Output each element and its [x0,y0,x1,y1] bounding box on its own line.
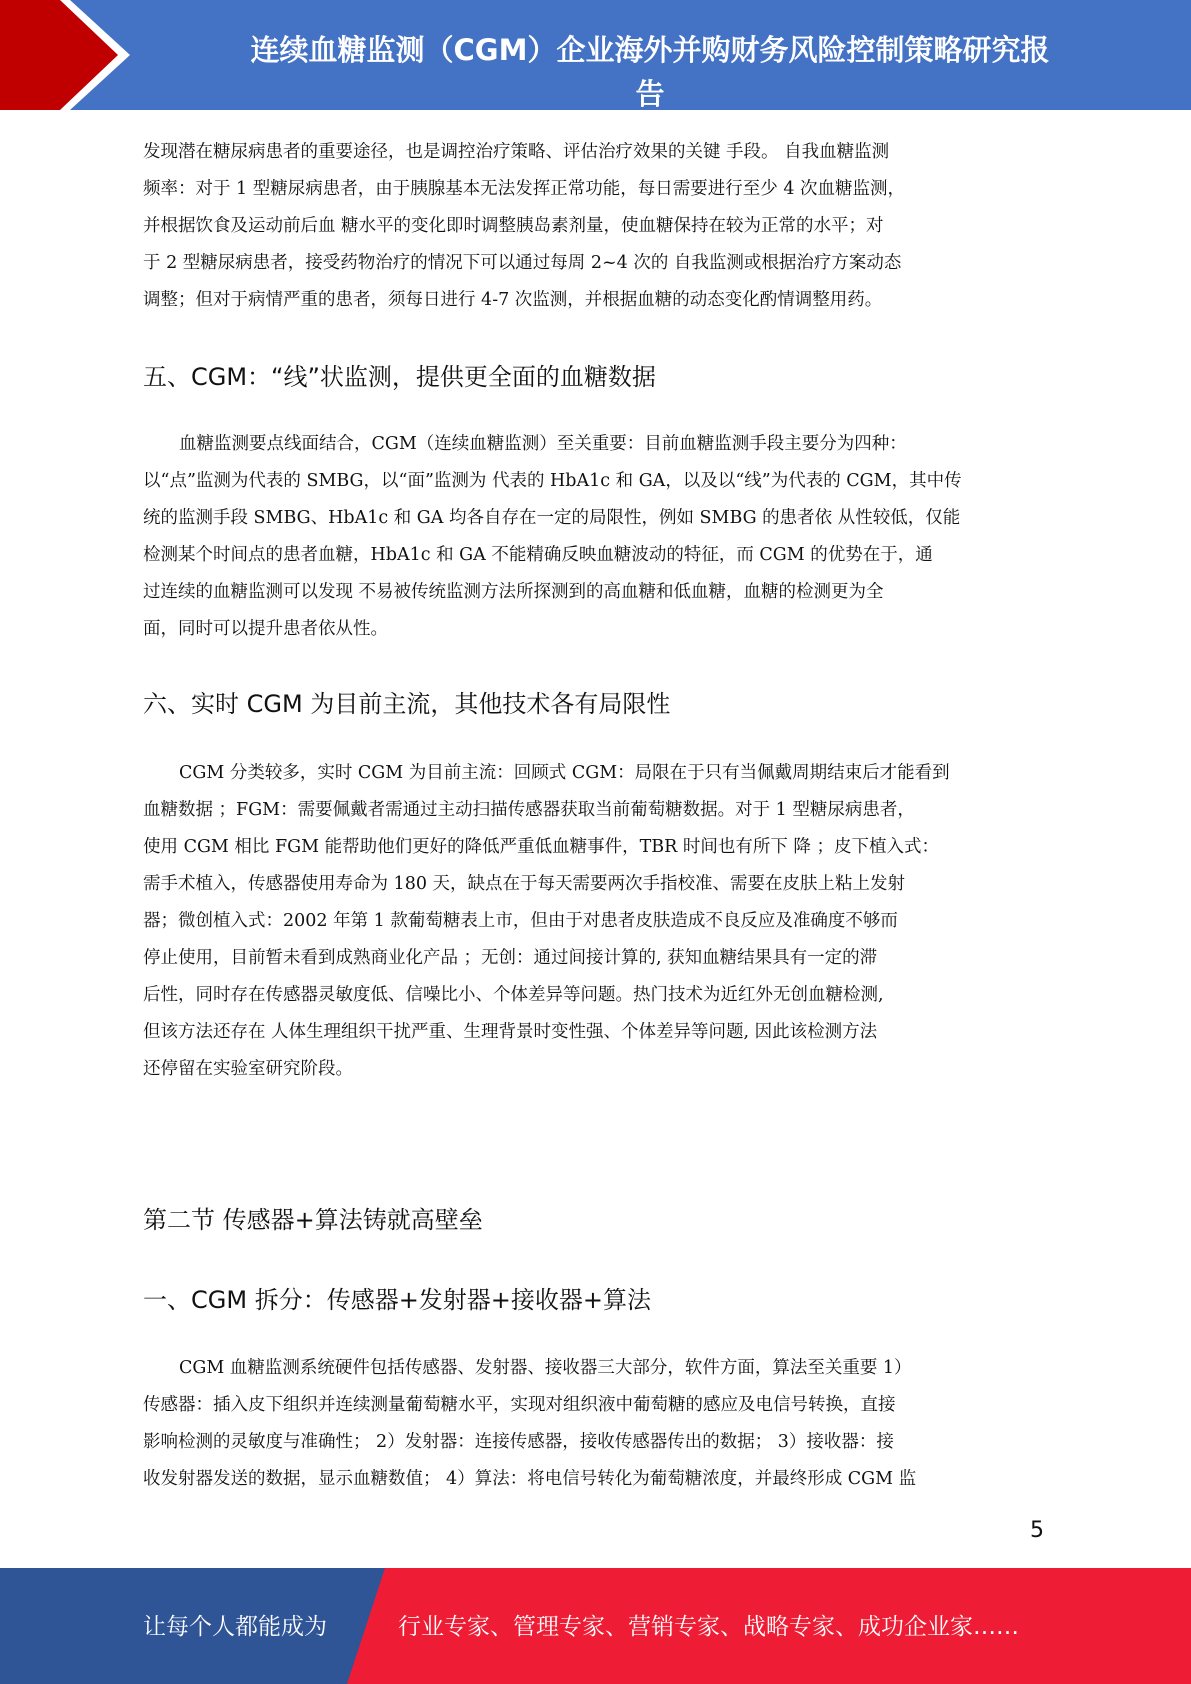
text-line: 器；微创植入式：2002 年第 1 款葡萄糖表上市，但由于对患者皮肤造成不良反应及准确度不够而 [143,911,898,931]
text-line: 发现潜在糖尿病患者的重要途径，也是调控治疗策略、评估治疗效果的关键 手段。 自我血糖监测 [143,142,890,162]
paragraph-2 [143,426,1048,648]
page-number: 5 [1030,1518,1044,1543]
heading-1: 一、CGM 拆分：传感器+发射器+接收器+算法 [143,1286,652,1314]
page-header [0,0,1191,110]
text-line: CGM 血糖监测系统硬件包括传感器、发射器、接收器三大部分，软件方面，算法至关重要 1） [179,1358,912,1378]
paragraph-3 [143,755,1048,1088]
text-line: 过连续的血糖监测可以发现 不易被传统监测方法所探测到的高血糖和低血糖，血糖的检测更为全 [143,582,884,602]
heading-6: 六、实时 CGM 为目前主流，其他技术各有局限性 [143,690,671,718]
footer-slogan-left: 让每个人都能成为 [143,1614,327,1640]
page-footer [0,1568,1191,1684]
text-line: 收发射器发送的数据，显示血糖数值； 4）算法：将电信号转化为葡萄糖浓度，并最终形成 CGM 监 [143,1469,917,1489]
footer-slogan-right: 行业专家、管理专家、营销专家、战略专家、成功企业家…… [398,1614,1019,1640]
heading-5: 五、CGM：“线”状监测，提供更全面的血糖数据 [143,363,656,391]
title-line-1: 连续血糖监测（CGM）企业海外并购财务风险控制策略研究报 [250,33,1050,67]
text-line: 使用 CGM 相比 FGM 能帮助他们更好的降低严重低血糖事件，TBR 时间也有所下 降 ；皮下植入式： [143,837,939,857]
paragraph-4 [143,1350,1048,1498]
text-line: 传感器：插入皮下组织并连续测量葡萄糖水平，实现对组织液中葡萄糖的感应及电信号转换，直接 [143,1395,896,1415]
text-line: CGM 分类较多，实时 CGM 为目前主流：回顾式 CGM：局限在于只有当佩戴周期结束后才能看到 [179,763,950,783]
text-line: 影响检测的灵敏度与准确性； 2）发射器：连接传感器，接收传感器传出的数据； 3）接收器：接 [143,1432,894,1452]
chevron-decoration-icon [0,0,160,110]
text-line: 血糖数据 ；FGM：需要佩戴者需通过主动扫描传感器获取当前葡萄糖数据。对于 1 型糖尿病患者， [143,800,915,820]
text-line: 血糖监测要点线面结合，CGM（连续血糖监测）至关重要：目前血糖监测手段主要分为四种： [179,434,907,454]
report-title [150,28,1150,116]
text-line: 于 2 型糖尿病患者，接受药物治疗的情况下可以通过每周 2~4 次的 自我监测或根据治疗方案动态 [143,253,902,273]
text-line: 调整；但对于病情严重的患者，须每日进行 4-7 次监测，并根据血糖的动态变化酌情调整用药。 [143,290,883,310]
text-line: 但该方法还存在 人体生理组织干扰严重、生理背景时变性强、个体差异等问题, 因此该检测方法 [143,1022,878,1042]
text-line: 以“点”监测为代表的 SMBG，以“面”监测为 代表的 HbA1c 和 GA，以及以“线”为代表的 CGM，其中传 [143,471,962,491]
text-line: 频率：对于 1 型糖尿病患者，由于胰腺基本无法发挥正常功能，每日需要进行至少 4 次血糖监测， [143,179,906,199]
text-line: 统的监测手段 SMBG、HbA1c 和 GA 均各自存在一定的局限性，例如 SMBG 的患者依 从性较低，仅能 [143,508,961,528]
text-line: 需手术植入，传感器使用寿命为 180 天，缺点在于每天需要两次手指校准、需要在皮肤上粘上发射 [143,874,906,894]
text-line: 并根据饮食及运动前后血 糖水平的变化即时调整胰岛素剂量，使血糖保持在较为正常的水平；对 [143,216,884,236]
text-line: 后性，同时存在传感器灵敏度低、信噪比小、个体差异等问题。热门技术为近红外无创血糖检测, [143,985,884,1005]
title-line-2: 告 [635,77,665,111]
text-line: 面，同时可以提升患者依从性。 [143,619,388,639]
text-line: 还停留在实验室研究阶段。 [143,1059,353,1079]
text-line: 停止使用，目前暂未看到成熟商业化产品 ；无创：通过间接计算的, 获知血糖结果具有一定的滞 [143,948,878,968]
text-line: 检测某个时间点的患者血糖，HbA1c 和 GA 不能精确反映血糖波动的特征，而 CGM 的优势在于，通 [143,545,933,565]
section-heading: 第二节 传感器+算法铸就高壁垒 [143,1206,483,1234]
paragraph-1 [143,134,1048,319]
